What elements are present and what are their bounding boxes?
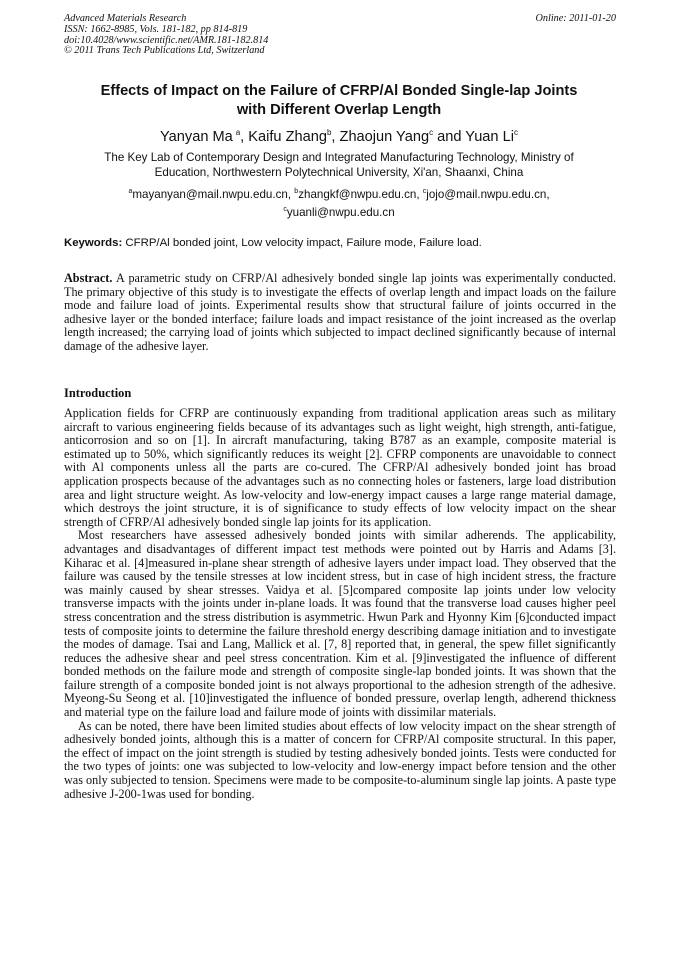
email-list	[72, 184, 606, 220]
affiliation-line-2: Education, Northwestern Polytechnical University, Xi'an, Shaanxi, China	[154, 166, 524, 180]
abstract-text: A parametric study on CFRP/Al adhesively bonded single lap joints was experimentally conducted. The primary objective of this study is to investigate the effects of overlap length and impact loads on the failure mode and failure load of joints. Experimental results show that structural failure of joints occurred in the adhesive layer or the bonded interface; failure loads and impact resistance of the joint increased as the overlap length increased; the carrying load of joints which subjected to impact declined significantly because of internal damage of the adhesive layer.	[64, 271, 617, 353]
email: $^b$zhangkf@nwpu.edu.cn,	[294, 187, 423, 201]
paper-title	[40, 82, 638, 120]
paragraph: Application fields for CFRP are continuously expanding from traditional application areas such as military aircraft to various engineering fields because of its advantages such as light weight, high strength, anti-fatigue, anticorrosion and so on [1]. In aircraft manufacturing, taking B787 as an example, composite material is estimated up to 50%, which significantly reduces its weight [2]. CFRP components are unavoidable to connect with Al components unless all the parts are co-cured. The CFRP/Al adhesively bonded joint has broad application prospects because of the advantages such as no connecting holes or fasteners, large load distribution area and light structure weight. As low-velocity and low-energy impact causes a large range material damage, which destroys the joint structure, it is of significance to study effects of low velocity impact on the shear strength of CFRP/Al adhesively bonded single lap joints for its application.	[64, 406, 616, 529]
email: $^c$jojo@mail.nwpu.edu.cn,	[422, 187, 550, 201]
keywords-label: Keywords:	[64, 237, 123, 249]
paragraph: Most researchers have assessed adhesively bonded joints with similar adherends. The applicability, advantages and disadvantages of different impact test methods were pointed out by Harris and Adams [3]. Kiharac et al. [4]measured in-plane shear strength of adhesive layers under impact load. They observed that the failure was caused by the tensile stresses at low incident stress, but in case of high incident stress, the fracture was mainly caused by shear stresses. Vaidya et al. [5]compared composite lap joints under low velocity transverse impacts with the joints under in-plane loads. It was found that the transverse load causes higher peel stress concentration and the stress distribution is asymmetric. Hwun Park and Hyonny Kim [6]conducted impact tests of composite joints to determine the failure threshold energy describing damage initiation and to investigate the modes of damage. Tsai and Lang, Mallick et al. [7, 8] reported that, in general, the spew fillet significantly reduces the adhesive shear and peel stress concentration. Kim et al. [9]investigated the influence of different bonded methods on the failure mode and strength of composite single-lap bonded joints. It was shown that the failure strength of a composite bonded joint is not always proportional to the adhesion strength of the adhesive. Myeong-Su Seong et al. [10]investigated the influence of bonded pressure, overlap length, adherend thickness and material type on the failure load and failure mode of joints with dissimilar materials.	[64, 528, 616, 720]
affiliation-line-1: The Key Lab of Contemporary Design and Integrated Manufacturing Technology, Ministry of	[104, 151, 574, 164]
affiliation	[72, 150, 606, 181]
copyright-line: © 2011 Trans Tech Publications Ltd, Switzerland	[64, 45, 265, 57]
email: $^c$yuanli@nwpu.edu.cn	[283, 205, 395, 219]
journal-name: Advanced Materials Research	[64, 13, 187, 24]
author: Kaifu Zhang$^b$,	[248, 128, 340, 145]
author: Yanyan Ma $^a$,	[160, 128, 249, 145]
doi-line: doi:10.4028/www.scientific.net/AMR.181-182.814	[64, 34, 269, 46]
author: Yuan Li$^c$	[465, 128, 518, 145]
title-line-1: Effects of Impact on the Failure of CFRP/Al Bonded Single-lap Joints	[100, 83, 578, 99]
paragraph: As can be noted, there have been limited studies about effects of low velocity impact on the shear strength of adhesively bonded joints, although this is a matter of concern for CFRP/Al composite structural. In this paper, the effect of impact on the joint strength is studied by testing adhesively bonded joints. Tests were conducted for the two types of joints: one was subjected to low-velocity and low-energy impact before tension and the other was only subjected to tension. Specimens were made to be composite-to-aluminum single lap joints. A paste type adhesive J-200-1was used for bonding.	[64, 718, 616, 801]
abstract	[64, 272, 616, 354]
introduction-body	[64, 407, 616, 801]
author: Zhaojun Yang$^c$ and	[339, 128, 466, 145]
keywords-text: CFRP/Al bonded joint, Low velocity impact, Failure mode, Failure load.	[125, 237, 482, 249]
issn-line: ISSN: 1662-8985, Vols. 181-182, pp 814-819	[64, 23, 248, 35]
online-date: Online: 2011-01-20	[535, 13, 616, 24]
email: $^a$mayanyan@mail.nwpu.edu.cn,	[128, 187, 295, 201]
section-heading-introduction: Introduction	[64, 386, 132, 400]
keywords	[64, 236, 616, 250]
abstract-label: Abstract.	[64, 271, 113, 285]
title-line-2: with Different Overlap Length	[236, 102, 442, 118]
author-list	[40, 124, 638, 146]
journal-header	[64, 14, 616, 57]
